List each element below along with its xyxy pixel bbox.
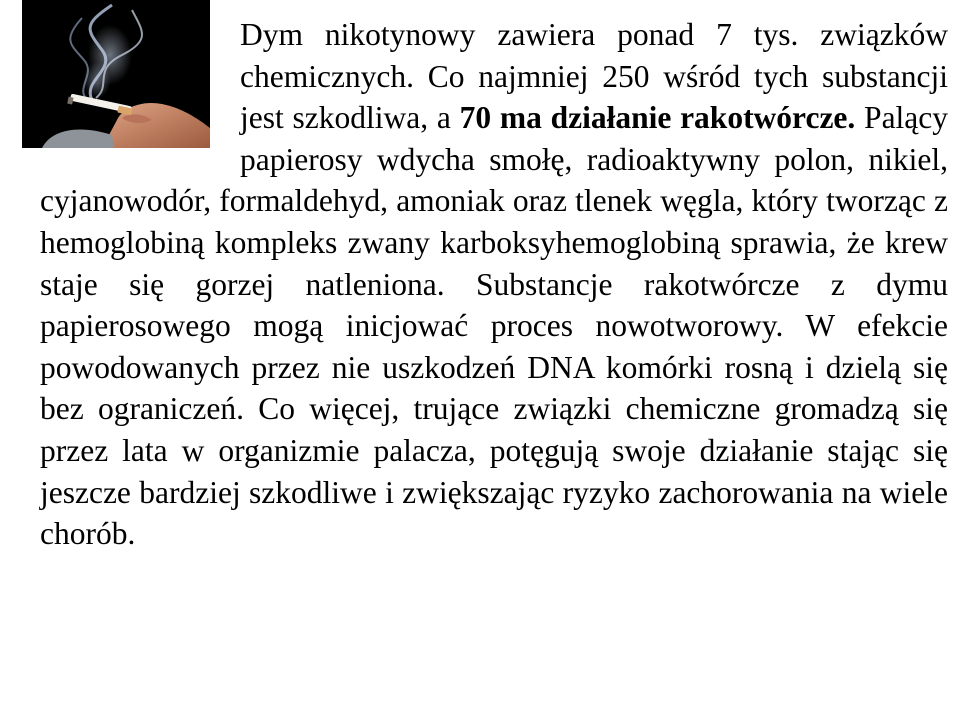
- image-spacer: [40, 14, 240, 144]
- body-paragraph: [40, 0, 948, 555]
- paragraph-text-start: Dym nikotynowy zawiera ponad 7 tys. związków chemicznych. Co najmniej 250 wśród tych substancji jest szkodliwa, a: [240, 17, 948, 136]
- paragraph-text-end: Palący papierosy wdycha smołę, radioaktywny polon, nikiel, cyjanowodór, formaldehyd, amoniak oraz tlenek węgla, który tworząc z hemoglobiną kompleks zwany karboksyhemoglobiną sprawia, że krew staje się gorzej natleniona. Substancje rakotwórcze z dymu papierosowego mogą inicjować proces nowotworowy. W efekcie powodowanych przez nie uszkodzeń DNA komórki rosną i dzielą się bez ograniczeń. Co więcej, trujące związki chemiczne gromadzą się przez lata w organizmie palacza, potęgują swoje działanie stając się jeszcze bardziej szkodliwe i zwiększając ryzyko zachorowania na wiele chorób.: [40, 100, 949, 552]
- paragraph-bold-text: 70 ma działanie rakotwórcze.: [459, 100, 856, 136]
